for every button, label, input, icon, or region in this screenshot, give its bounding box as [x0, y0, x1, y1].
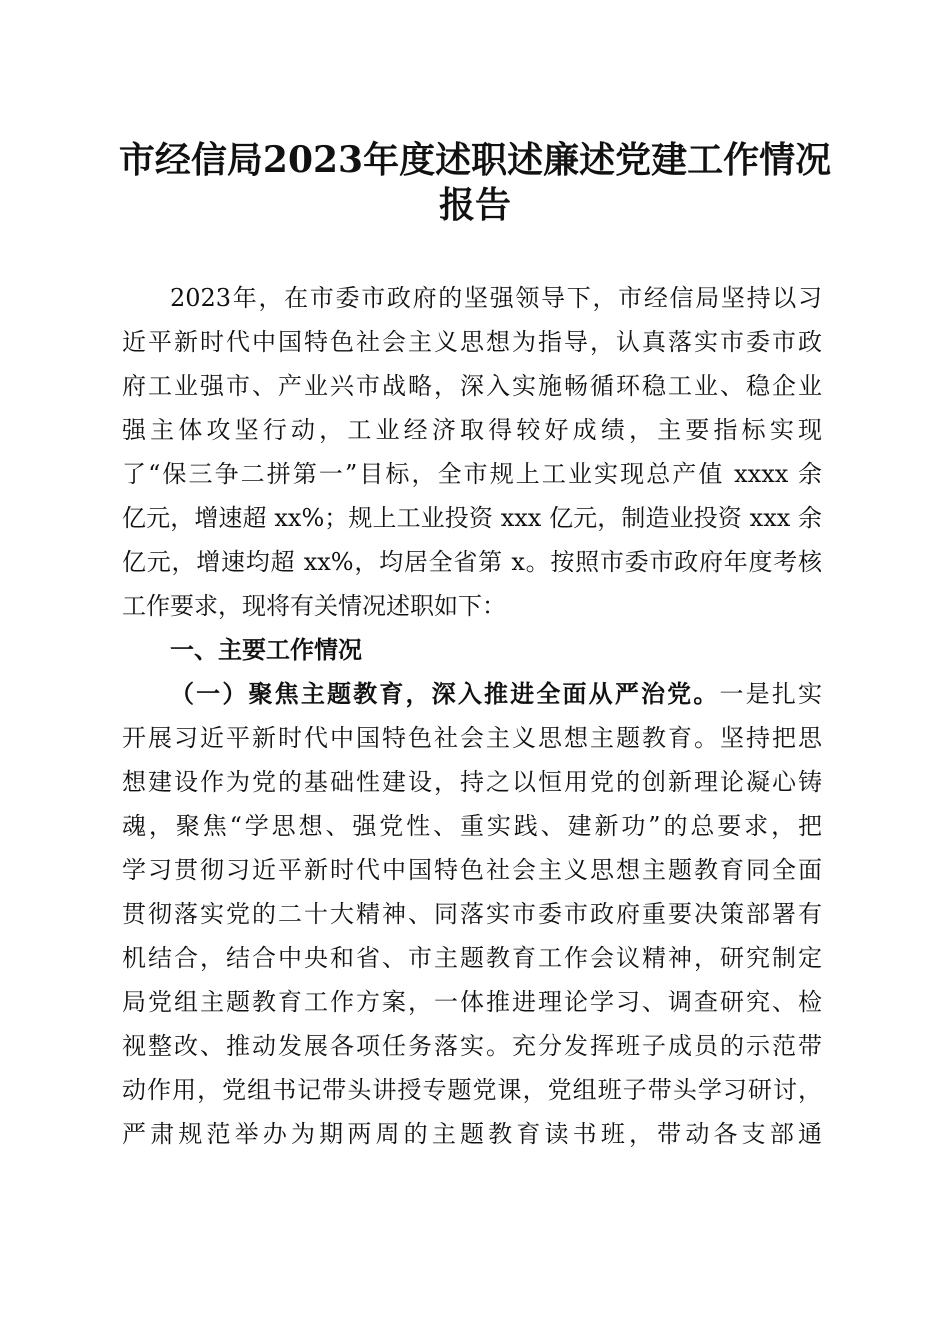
intro-line: 近平新时代中国特色社会主义思想为指导，认真落实市委市政: [122, 328, 822, 356]
section-heading: 一、主要工作情况: [170, 636, 362, 664]
body-line: 学习贯彻习近平新时代中国特色社会主义思想主题教育同全面: [122, 856, 822, 884]
intro-line: 亿元，增速超 xx%；规上工业投资 xxx 亿元，制造业投资 xxx 余: [122, 504, 822, 532]
body-line: 严肃规范举办为期两周的主题教育读书班，带动各支部通: [122, 1120, 822, 1148]
body-line: 开展习近平新时代中国特色社会主义思想主题教育。坚持把思: [122, 724, 822, 752]
body-line: 动作用，党组书记带头讲授专题党课，党组班子带头学习研讨，: [122, 1076, 822, 1104]
subsection-lead-rest: 一是扎实: [719, 680, 822, 708]
subsection-first-line: [122, 672, 822, 716]
intro-line: 了“保三争二拼第一”目标，全市规上工业实现总产值 xxxx 余: [122, 460, 822, 488]
body-line: 魂，聚焦“学思想、强党性、重实践、建新功”的总要求，把: [122, 812, 822, 840]
subsection-heading: （一）聚焦主题教育，深入推进全面从严治党。: [170, 679, 720, 708]
body-line: 机结合，结合中央和省、市主题教育工作会议精神，研究制定: [122, 944, 822, 972]
intro-line: 亿元，增速均超 xx%，均居全省第 x。按照市委市政府年度考核: [122, 548, 822, 576]
body-line: 想建设作为党的基础性建设，持之以恒用党的创新理论凝心铸: [122, 768, 822, 796]
intro-line: 府工业强市、产业兴市战略，深入实施畅循环稳工业、稳企业: [122, 372, 822, 400]
body-line: 视整改、推动发展各项任务落实。充分发挥班子成员的示范带: [122, 1032, 822, 1060]
document-body: [122, 276, 822, 1156]
document-title-line-2: 报告: [438, 184, 511, 226]
body-line: 贯彻落实党的二十大精神、同落实市委市政府重要决策部署有: [122, 900, 822, 928]
intro-line: 2023年，在市委市政府的坚强领导下，市经信局坚持以习: [170, 284, 822, 312]
document-title-line-1: 市经信局2023年度述职述廉述党建工作情况: [118, 139, 832, 181]
intro-line: 工作要求，现将有关情况述职如下：: [122, 592, 506, 620]
intro-line: 强主体攻坚行动，工业经济取得较好成绩，主要指标实现: [122, 416, 822, 444]
body-line: 局党组主题教育工作方案，一体推进理论学习、调查研究、检: [122, 988, 822, 1016]
